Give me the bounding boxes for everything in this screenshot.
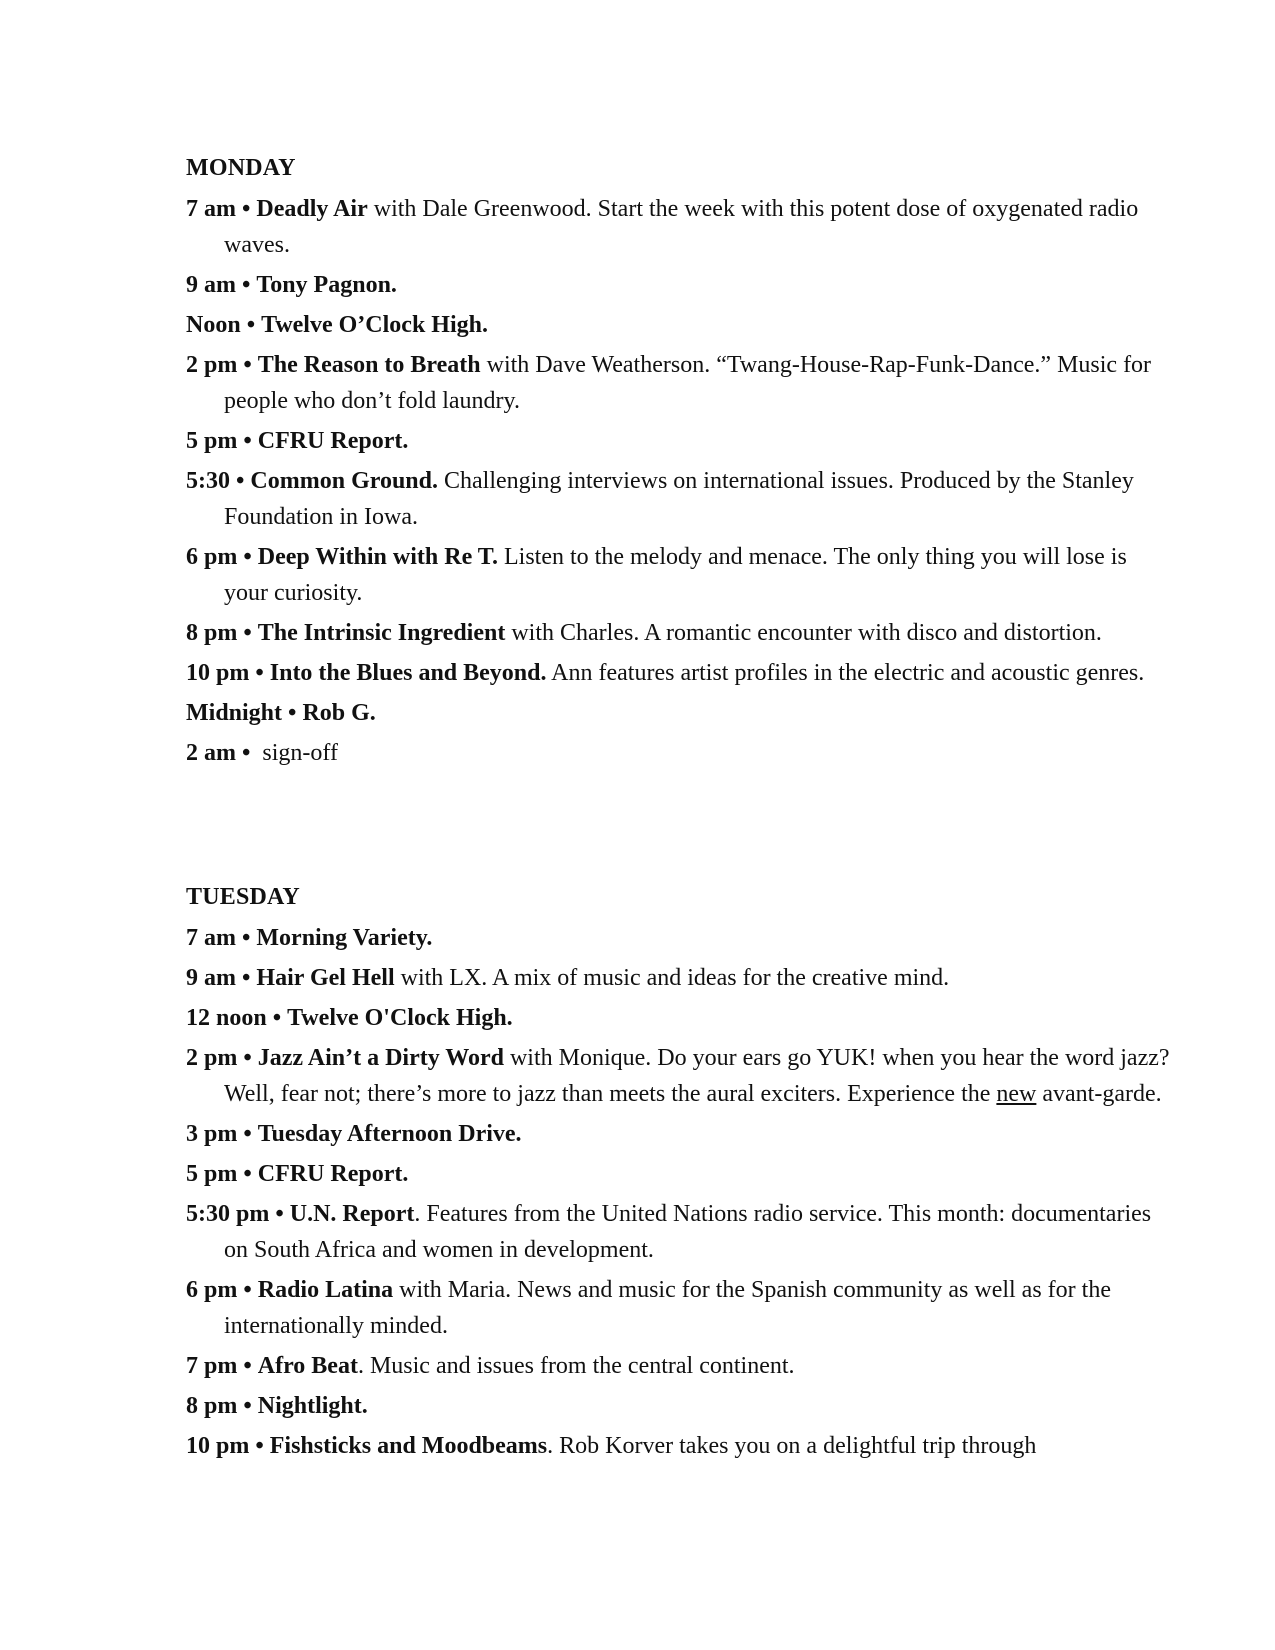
bullet-separator: • bbox=[243, 1161, 252, 1187]
bullet-separator: • bbox=[242, 196, 251, 222]
schedule-entry bbox=[186, 1156, 1176, 1192]
show-description: Challenging interviews on international issues. Produced by the Stanley Foundation in Iowa. bbox=[224, 468, 1134, 530]
underlined-word: new bbox=[996, 1081, 1037, 1107]
show-description: with LX. A mix of music and ideas for the creative mind. bbox=[394, 965, 950, 991]
show-name: Rob G. bbox=[302, 700, 376, 726]
show-name: Twelve O’Clock High. bbox=[261, 312, 488, 338]
schedule-entry bbox=[186, 347, 1176, 419]
show-description: sign-off bbox=[256, 740, 338, 766]
show-name: Radio Latina bbox=[257, 1277, 394, 1303]
bullet-separator: • bbox=[243, 1353, 252, 1379]
schedule-entry bbox=[186, 191, 1176, 263]
entry-time: 7 am bbox=[186, 196, 236, 222]
bullet-separator: • bbox=[243, 1277, 252, 1303]
schedule-entry bbox=[186, 267, 1176, 303]
bullet-separator: • bbox=[275, 1201, 284, 1227]
bullet-separator: • bbox=[255, 660, 264, 686]
schedule-entry bbox=[186, 920, 1176, 956]
entry-time: Midnight bbox=[186, 700, 283, 726]
entry-time: 5:30 pm bbox=[186, 1201, 270, 1227]
schedule-entry bbox=[186, 695, 1176, 731]
show-name: Afro Beat bbox=[257, 1353, 358, 1379]
show-description: . Music and issues from the central continent. bbox=[357, 1353, 795, 1379]
show-description: with Monique. Do your ears go YUK! when you hear the word jazz? Well, fear not; there’s more to jazz than meets the aural exciters. Experience the bbox=[224, 1045, 1170, 1107]
bullet-separator: • bbox=[243, 1393, 252, 1419]
show-name: The Reason to Breath bbox=[257, 352, 481, 378]
show-description: . Features from the United Nations radio service. This month: documentaries on South Africa and women in development. bbox=[224, 1201, 1152, 1263]
bullet-separator: • bbox=[243, 1121, 252, 1147]
day-heading-monday: MONDAY bbox=[186, 155, 296, 181]
entry-time: 6 pm bbox=[186, 1277, 238, 1303]
show-description: with Dale Greenwood. Start the week with this potent dose of oxygenated radio waves. bbox=[224, 196, 1139, 258]
show-name: Tuesday Afternoon Drive. bbox=[257, 1121, 522, 1147]
schedule-entry bbox=[186, 539, 1176, 611]
schedule-entry bbox=[186, 1116, 1176, 1152]
show-name: Common Ground. bbox=[250, 468, 438, 494]
entry-time: 8 pm bbox=[186, 1393, 238, 1419]
entry-time: 2 am bbox=[186, 740, 236, 766]
show-description: . Rob Korver takes you on a delightful trip through bbox=[547, 1433, 1037, 1459]
schedule-entry bbox=[186, 960, 1176, 996]
schedule-entry bbox=[186, 1348, 1176, 1384]
entry-time: 3 pm bbox=[186, 1121, 238, 1147]
schedule-entry bbox=[186, 1196, 1176, 1268]
schedule-entry bbox=[186, 1388, 1176, 1424]
show-name: Jazz Ain’t a Dirty Word bbox=[257, 1045, 504, 1071]
bullet-separator: • bbox=[243, 620, 252, 646]
show-name: Twelve O'Clock High. bbox=[287, 1005, 513, 1031]
entry-time: 12 noon bbox=[186, 1005, 267, 1031]
show-name: Into the Blues and Beyond. bbox=[269, 660, 547, 686]
entry-time: 9 am bbox=[186, 965, 236, 991]
tuesday-section bbox=[186, 882, 1176, 1468]
schedule-entry bbox=[186, 1272, 1176, 1344]
show-name: Deadly Air bbox=[256, 196, 368, 222]
show-description: Ann features artist profiles in the electric and acoustic genres. bbox=[546, 660, 1145, 686]
entry-time: 2 pm bbox=[186, 352, 238, 378]
entry-time: 2 pm bbox=[186, 1045, 238, 1071]
bullet-separator: • bbox=[242, 965, 251, 991]
bullet-separator: • bbox=[242, 925, 251, 951]
show-name: Nightlight. bbox=[257, 1393, 368, 1419]
show-name: Morning Variety. bbox=[256, 925, 433, 951]
schedule-entry bbox=[186, 423, 1176, 459]
show-description: Listen to the melody and menace. The only thing you will lose is your curiosity. bbox=[224, 544, 1127, 606]
entry-time: 10 pm bbox=[186, 660, 250, 686]
entry-time: 7 am bbox=[186, 925, 236, 951]
schedule-entry bbox=[186, 307, 1176, 343]
show-description: with Dave Weatherson. “Twang-House-Rap-Funk-Dance.” Music for people who don’t fold laundry. bbox=[224, 352, 1152, 414]
show-description-end: avant-garde. bbox=[1036, 1081, 1162, 1107]
entry-time: 10 pm bbox=[186, 1433, 250, 1459]
schedule-entry bbox=[186, 1000, 1176, 1036]
show-name: The Intrinsic Ingredient bbox=[257, 620, 506, 646]
schedule-entry bbox=[186, 463, 1176, 535]
schedule-entry bbox=[186, 1428, 1176, 1464]
show-description: with Charles. A romantic encounter with disco and distortion. bbox=[505, 620, 1102, 646]
entry-time: Noon bbox=[186, 312, 241, 338]
show-name: Hair Gel Hell bbox=[256, 965, 395, 991]
schedule-entry bbox=[186, 735, 1176, 771]
bullet-separator: • bbox=[243, 428, 252, 454]
bullet-separator: • bbox=[243, 544, 252, 570]
bullet-separator: • bbox=[243, 1045, 252, 1071]
bullet-separator: • bbox=[243, 352, 252, 378]
show-name: Tony Pagnon. bbox=[256, 272, 397, 298]
entry-time: 5 pm bbox=[186, 428, 238, 454]
bullet-separator: • bbox=[246, 312, 256, 338]
bullet-separator: • bbox=[255, 1433, 264, 1459]
show-name: CFRU Report. bbox=[257, 428, 409, 454]
show-name: Deep Within with Re T. bbox=[257, 544, 499, 570]
day-heading-tuesday: TUESDAY bbox=[186, 884, 300, 910]
entry-time: 7 pm bbox=[186, 1353, 238, 1379]
schedule-entry bbox=[186, 615, 1176, 651]
bullet-separator: • bbox=[242, 740, 251, 766]
bullet-separator: • bbox=[272, 1005, 282, 1031]
bullet-separator: • bbox=[288, 700, 297, 726]
monday-section bbox=[186, 153, 1176, 775]
entry-time: 5 pm bbox=[186, 1161, 238, 1187]
entry-time: 6 pm bbox=[186, 544, 238, 570]
entry-time: 5:30 bbox=[186, 468, 230, 494]
schedule-entry bbox=[186, 655, 1176, 691]
show-name: U.N. Report bbox=[289, 1201, 415, 1227]
schedule-entry bbox=[186, 1040, 1176, 1112]
show-name: CFRU Report. bbox=[257, 1161, 409, 1187]
show-description: with Maria. News and music for the Spanish community as well as for the internationally minded. bbox=[224, 1277, 1111, 1339]
entry-time: 8 pm bbox=[186, 620, 238, 646]
bullet-separator: • bbox=[236, 468, 245, 494]
show-name: Fishsticks and Moodbeams bbox=[269, 1433, 548, 1459]
entry-time: 9 am bbox=[186, 272, 236, 298]
bullet-separator: • bbox=[242, 272, 251, 298]
